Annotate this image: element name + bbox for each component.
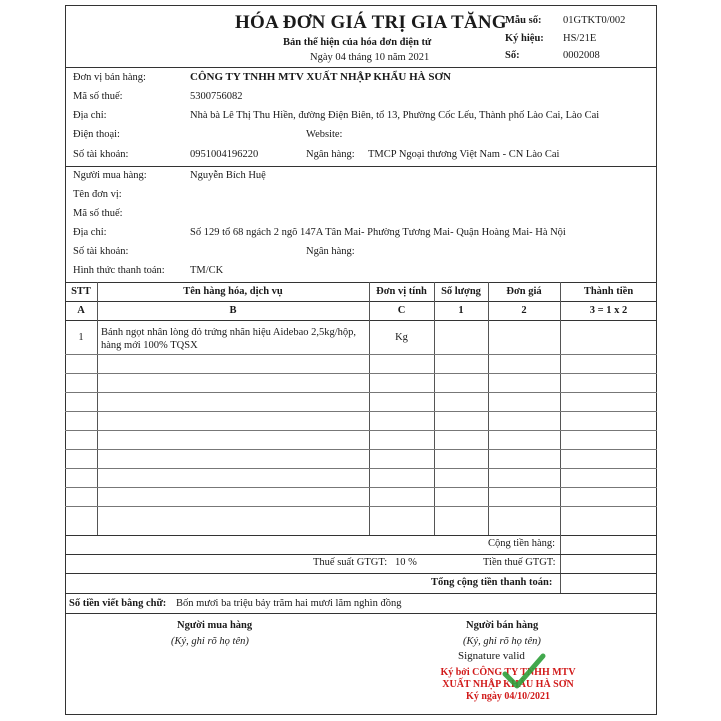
seller-account-value: 0951004196220	[190, 149, 259, 160]
buyer-address-value: Số 129 tổ 68 ngách 2 ngõ 147A Tân Mai- Phường Tương Mai- Quận Hoàng Mai- Hà Nội	[190, 227, 566, 238]
seller-sign-note: (Ký, ghi rõ họ tên)	[463, 636, 541, 647]
col-divider	[488, 282, 489, 535]
row-name-line2: hàng mới 100% TQSX	[101, 340, 198, 351]
seller-unit-label: Đơn vị bán hàng:	[73, 72, 146, 83]
table-code-border	[65, 320, 657, 321]
signature-valid-text: Signature valid	[458, 650, 525, 662]
buyer-unit-label: Tên đơn vị:	[73, 189, 122, 200]
grand-total-label: Tổng cộng tiền thanh toán:	[431, 577, 553, 588]
row-divider	[65, 468, 657, 469]
code-1: 1	[458, 305, 464, 316]
words-label: Số tiền viết bằng chữ:	[69, 598, 167, 609]
row-divider	[65, 506, 657, 507]
invoice-title: HÓA ĐƠN GIÁ TRỊ GIA TĂNG	[235, 12, 507, 33]
row-divider	[65, 487, 657, 488]
divider	[65, 67, 657, 68]
row-divider	[65, 373, 657, 374]
buyer-account-label: Số tài khoản:	[73, 246, 129, 257]
seller-address-label: Địa chỉ:	[73, 110, 107, 121]
subtotal-label: Cộng tiền hàng:	[488, 538, 556, 549]
seller-unit-value: CÔNG TY TNHH MTV XUẤT NHẬP KHẨU HÀ SƠN	[190, 71, 451, 83]
divider	[65, 613, 657, 614]
buyer-sign-title: Người mua hàng	[177, 620, 253, 631]
row-stt: 1	[78, 332, 84, 343]
code-2: 2	[521, 305, 527, 316]
buyer-name-label: Người mua hàng:	[73, 170, 147, 181]
vat-rate-value: 10 %	[395, 557, 417, 568]
seller-account-label: Số tài khoản:	[73, 149, 129, 160]
buyer-tax-label: Mã số thuế:	[73, 208, 123, 219]
seller-phone-label: Điện thoại:	[73, 129, 120, 140]
col-divider	[369, 282, 370, 535]
row-divider	[65, 449, 657, 450]
row-unit: Kg	[395, 332, 408, 343]
code-3: 3 = 1 x 2	[589, 305, 628, 316]
buyer-bank-label: Ngân hàng:	[306, 246, 355, 257]
seller-bank-label: Ngân hàng:	[306, 149, 355, 160]
serial-value: HS/21E	[563, 33, 597, 44]
code-c: C	[397, 305, 406, 316]
number-value: 0002008	[563, 50, 600, 61]
row-divider	[65, 430, 657, 431]
seller-website-label: Website:	[306, 129, 343, 140]
col-divider	[560, 282, 561, 535]
col-divider	[97, 282, 98, 535]
code-a: A	[77, 305, 85, 316]
th-stt: STT	[71, 286, 91, 297]
col-divider	[560, 535, 561, 593]
code-b: B	[229, 305, 237, 316]
th-amount: Thành tiền	[583, 286, 634, 297]
seller-sign-title: Người bán hàng	[466, 620, 539, 631]
form-value: 01GTKT0/002	[563, 15, 626, 26]
signed-by-line1: Ký bởi CÔNG TY TNHH MTV	[440, 667, 576, 678]
payment-label: Hình thức thanh toán:	[73, 265, 165, 276]
divider	[65, 573, 657, 574]
check-icon	[502, 652, 546, 692]
divider	[65, 554, 657, 555]
serial-label: Ký hiệu:	[505, 33, 544, 44]
buyer-address-label: Địa chỉ:	[73, 227, 107, 238]
vat-rate-label: Thuế suất GTGT:	[313, 557, 388, 568]
seller-tax-label: Mã số thuế:	[73, 91, 123, 102]
buyer-name-value: Nguyễn Bích Huệ	[190, 170, 266, 181]
number-label: Số:	[505, 50, 520, 61]
divider	[65, 166, 657, 167]
seller-tax-value: 5300756082	[190, 91, 243, 102]
invoice-date: Ngày 04 tháng 10 năm 2021	[310, 52, 430, 63]
row-divider	[65, 354, 657, 355]
table-header-border	[65, 301, 657, 302]
seller-bank-value: TMCP Ngoại thương Việt Nam - CN Lào Cai	[368, 149, 560, 160]
divider	[65, 593, 657, 594]
th-unit: Đơn vị tính	[376, 286, 427, 297]
form-label: Mẫu số:	[505, 15, 542, 26]
row-divider	[65, 392, 657, 393]
payment-value: TM/CK	[190, 265, 224, 276]
table-bottom-border	[65, 535, 657, 536]
table-top-border	[65, 282, 657, 283]
col-divider	[434, 282, 435, 535]
th-price: Đơn giá	[506, 286, 542, 297]
signed-date: Ký ngày 04/10/2021	[466, 691, 550, 702]
invoice-subtitle: Bản thể hiện của hóa đơn điện tử	[283, 37, 432, 48]
signed-by-line2: XUẤT NHẬP KHẨU HÀ SƠN	[442, 679, 574, 690]
th-name: Tên hàng hóa, dịch vụ	[183, 286, 283, 297]
seller-address-value: Nhà bà Lê Thị Thu Hiền, đường Điện Biên, tổ 13, Phường Cốc Lếu, Thành phố Lào Cai, Lào Cai	[190, 110, 600, 121]
row-divider	[65, 411, 657, 412]
words-value: Bốn mươi ba triệu bảy trăm hai mươi lăm nghìn đồng	[176, 598, 402, 609]
th-quantity: Số lượng	[441, 286, 481, 297]
vat-amount-label: Tiền thuế GTGT:	[483, 557, 556, 568]
buyer-sign-note: (Ký, ghi rõ họ tên)	[171, 636, 249, 647]
row-name-line1: Bánh ngọt nhân lòng đỏ trứng nhãn hiệu Aidebao 2,5kg/hộp,	[101, 327, 357, 338]
